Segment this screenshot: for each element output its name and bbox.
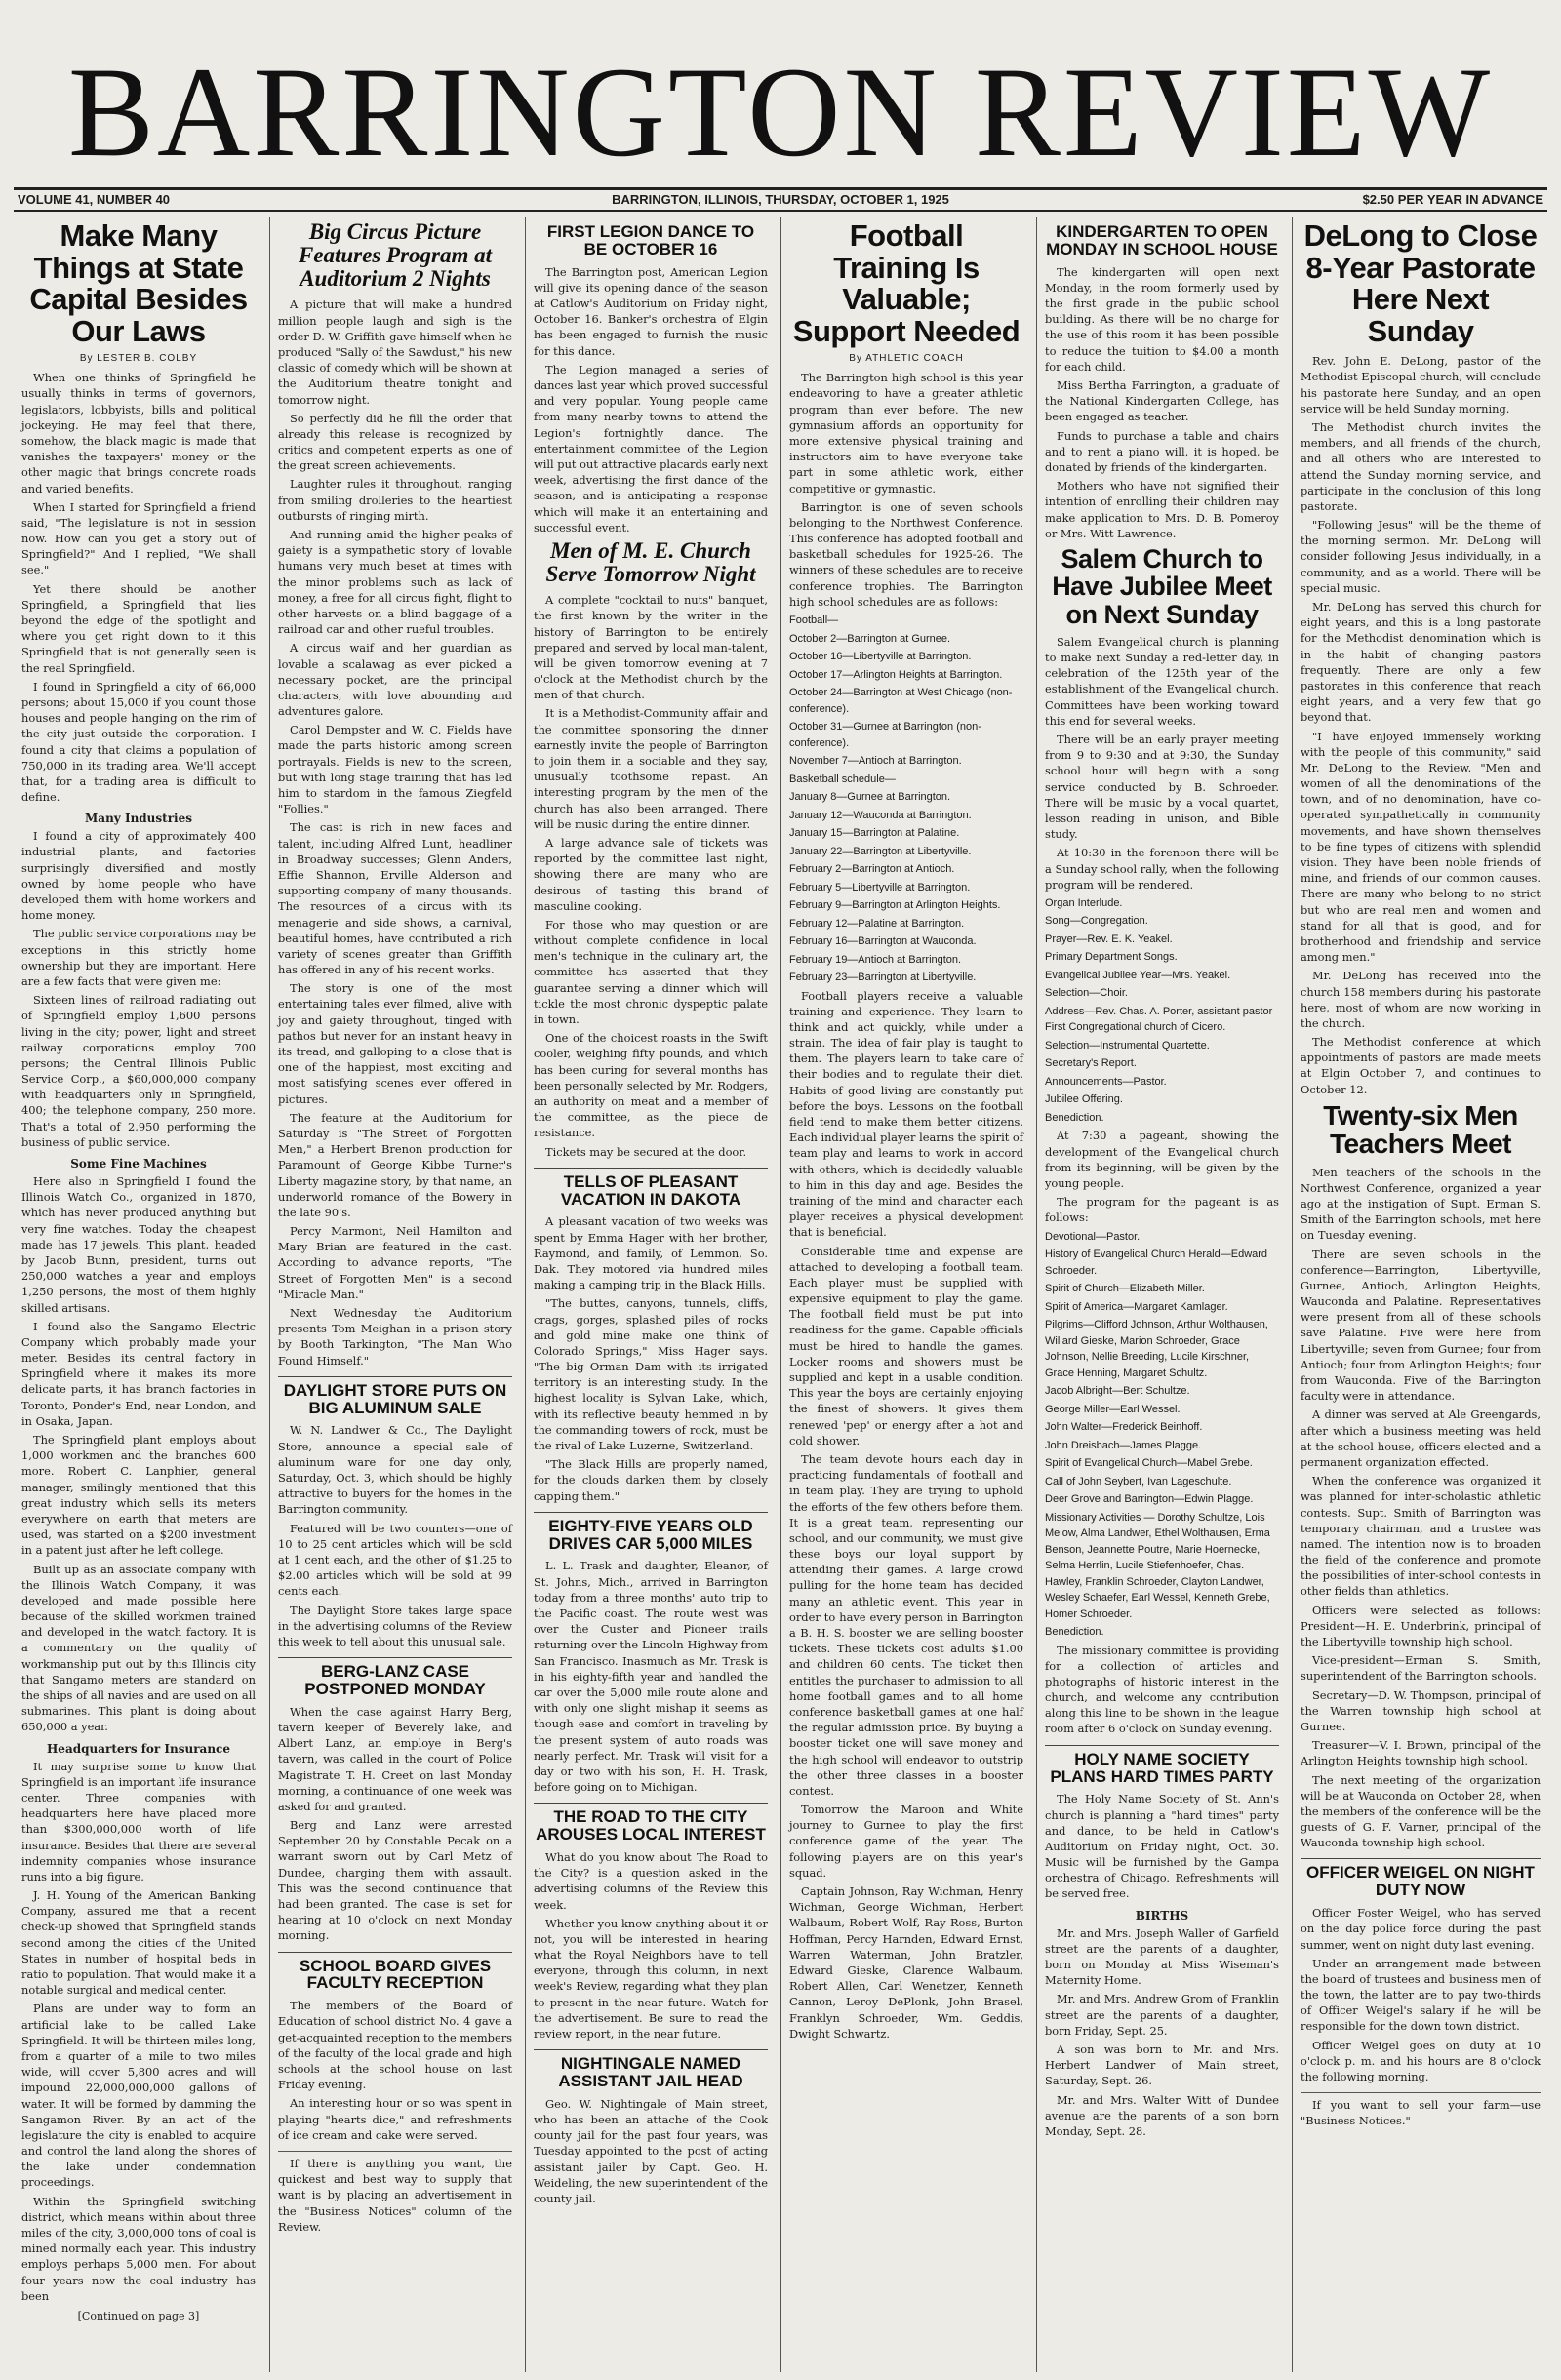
- divider: [278, 2151, 512, 2152]
- article-paragraph: The public service corporations may be exceptions in this strictly home ownership but they are important. Here are a few facts that were given me:: [21, 927, 256, 988]
- pageant-item: Call of John Seybert, Ivan Lageschulte.: [1045, 1475, 1232, 1488]
- article-paragraph: A complete "cocktail to nuts" banquet, the first known by the writer in the history of Barrington to be entirely prepared and served by local man-talent, will be given tomorrow evening at 7 o'clock at the Methodist church by the men of that church.: [534, 593, 768, 702]
- article-paragraph: Under an arrangement made between the board of trustees and business men of the town, the latter are to pay two-thirds of Officer Weigel's salary if he will be responsible for the down town district.: [1301, 1956, 1541, 2034]
- article-paragraph: Mothers who have not signified their intention of enrolling their children may make application to Mrs. D. B. Pomeroy or Mrs. Witt Lawrence.: [1045, 479, 1279, 540]
- article-paragraph: Here also in Springfield I found the Illinois Watch Co., organized in 1870, which has never produced anything but very fine watches. Today the cheapest made has 17 jewels. This plant, headed by Jacob Bunn, president, turns out 250,000 watches a year and employs 1,250 persons, the most of them highly skilled artisans.: [21, 1174, 256, 1315]
- pageant-item: Jacob Albright—Bert Schultze.: [1045, 1385, 1190, 1398]
- schedule-row: February 23—Barrington at Libertyville.: [789, 972, 977, 983]
- schedule-row: February 2—Barrington at Antioch.: [789, 863, 955, 875]
- article-paragraph: The kindergarten will open next Monday, in the room formerly used by the first grade in the public school building. As there will be no charge for the use of this room it has been possible to reduce the tuition to $4.00 a month for each child.: [1045, 264, 1279, 374]
- headline-state-capital: Make Many Things at State Capital Besides Our Laws: [29, 218, 248, 348]
- program-item: Announcements—Pastor.: [1045, 1075, 1167, 1088]
- pageant-item: Missionary Activities — Dorothy Schultze, Lois Meiow, Alma Landwer, Ethel Wolthausen, Erma Benson, Jeannette Poutre, Marie Hoernecke, Selma Herrlin, Lucile Stiefenhoefer, Chas. Hawley, Franklin Schroeder, Clayton Landwer, Wesley Schaefer, Earl Wessel, Kenneth Grebe, Homer Schroeder.: [1045, 1511, 1270, 1620]
- article-paragraph: The cast is rich in new faces and talent, including Alfred Lunt, headliner in Broadway successes; Glenn Anders, Effie Shannon, Erville Alderson and supporting company of many thousands. The resources of a circus with its menagerie and side shows, a carnival, beautiful homes, have contributed a rich variety of scenes greater than Griffith has offered in any of his recent works.: [278, 820, 512, 977]
- pageant-item: John Walter—Frederick Beinhoff.: [1045, 1421, 1203, 1434]
- article-paragraph: L. L. Trask and daughter, Eleanor, of St. Johns, Mich., arrived in Barrington today from a three months' auto trip to the Pacific coast. The route west was over the Custer and Pioneer trails returning over the Lincoln Highway from San Francisco. Inasmuch as Mr. Trask is in his eighty-fifth year and handled the car over the 5,000 mile route alone and with only one slight mishap it seems as though ease and comfort in traveling by the present system of auto roads was nearly perfect. Mr. Trask will visit for a day or two with his son, H. H. Trask, before going on to Michigan.: [534, 1559, 768, 1795]
- article-paragraph: For those who may question or are without complete confidence in local men's technique in the culinary art, the committee has asserted that they guarantee serving a dinner which will tickle the most chronic dyspeptic palate in town.: [534, 917, 768, 1027]
- article-paragraph: And running amid the higher peaks of gaiety is a sympathetic story of lovable humans very much beset at times with the minor problems such as lack of money, a free for all circus fight, flight to other harvests on a blind baggage of a railroad car and other rueful troubles.: [278, 528, 512, 637]
- subscription-price: $2.50 PER YEAR IN ADVANCE: [1362, 192, 1543, 207]
- article-paragraph: Treasurer—V. I. Brown, principal of the Arlington Heights township high school.: [1301, 1738, 1541, 1768]
- article-paragraph: The Daylight Store takes large space in the advertising columns of the Review this week to tell about this unusual sale.: [278, 1603, 512, 1648]
- article-paragraph: Officer Weigel goes on duty at 10 o'clock p. m. and his hours are 8 o'clock the following morning.: [1301, 2038, 1541, 2084]
- schedule-row: February 16—Barrington at Wauconda.: [789, 935, 977, 947]
- article-paragraph: "The buttes, canyons, tunnels, cliffs, crags, gorges, splashed piles of rocks and gold mine make one think of Colorado Springs," Miss Hager says. "The big Orman Dam with its irrigated territory is an interesting study. In the highest locality is Sylvan Lake, which, with its reflective beauty hemmed in by the commanding towers of rock, must be the rival of Lake Luzerne, Switzerland.: [534, 1296, 768, 1453]
- continued-note: [Continued on page 3]: [77, 2309, 200, 2322]
- program-item: Primary Department Songs.: [1045, 951, 1178, 964]
- article-paragraph: J. H. Young of the American Banking Company, assured me that a recent check-up showed that Springfield stands second among the cities of the United States in number of hospital beds in ratio to population. That would make it a notable surgical and medical center.: [21, 1888, 256, 1998]
- article-paragraph: Captain Johnson, Ray Wichman, Henry Wichman, George Wichman, Herbert Walbaum, Robert Wolf, Ray Ross, Burton Hoffman, Percy Harnden, Edward Ernst, Warren Waterman, John Bratzler, Edward Gieske, Clarence Walbaum, Robert Allen, Carl Wenetzer, Kenneth Cannon, Leroy DePlonk, John Brasel, Franklyn Schroeder, Wm. Geddis, Dwight Schwartz.: [789, 1884, 1023, 2041]
- article-paragraph: Yet there should be another Springfield, a Springfield that lies beyond the edge of the spotlight and where you get right down to it this Springfield that is not generally seen is the real Springfield.: [21, 581, 256, 675]
- article-paragraph: When the case against Harry Berg, tavern keeper of Beverely lake, and Albert Lanz, an employe in Berg's tavern, was called in the court of Police Magistrate T. H. Creet on last Monday morning, a continuance of one week was asked for and granted.: [278, 1704, 512, 1813]
- article-paragraph: An interesting hour or so was spent in playing "hearts dice," and refreshments of ice cream and cake were served.: [278, 2096, 512, 2142]
- headline-berg-lanz: BERG-LANZ CASE POSTPONED MONDAY: [278, 1657, 512, 1698]
- program-item: Song—Congregation.: [1045, 915, 1148, 928]
- pageant-item: Devotional—Pastor.: [1045, 1230, 1141, 1243]
- article-paragraph: The Holy Name Society of St. Ann's church is planning a "hard times" party and dance, to be held in Catlow's Auditorium on Friday night, Oct. 30. Music will be furnished by the Gampa orchestra of Chicago. Refreshments will be served free.: [1045, 1792, 1279, 1901]
- headline-kindergarten: KINDERGARTEN TO OPEN MONDAY IN SCHOOL HOUSE: [1046, 222, 1278, 258]
- headline-legion-dance: FIRST LEGION DANCE TO BE OCTOBER 16: [546, 222, 755, 258]
- article-paragraph: Sixteen lines of railroad radiating out of Springfield employ 1,600 persons living in the city; power, light and street railway corporations employ 700 persons; the Central Illinois Public Service Corp., a $60,000,000 company with headquarters only in Springfield, 400; the telephone company, 250 more. That's a total of 2,950 performing the business of public service.: [21, 993, 256, 1149]
- article-paragraph: Miss Bertha Farrington, a graduate of the National Kindergarten College, has been engaged as teacher.: [1045, 378, 1279, 424]
- byline: By ATHLETIC COACH: [849, 353, 964, 365]
- article-paragraph: Tickets may be secured at the door.: [545, 1144, 747, 1159]
- article-paragraph: At 10:30 in the forenoon there will be a Sunday school rally, when the following program will be rendered.: [1045, 846, 1279, 892]
- pageant-item: Deer Grove and Barrington—Edwin Plagge.: [1045, 1493, 1254, 1506]
- subhead-insurance: Headquarters for Insurance: [46, 1741, 231, 1756]
- article-paragraph: Officer Foster Weigel, who has served on the day police force during the past summer, went on night duty last evening.: [1301, 1906, 1541, 1952]
- article-paragraph: The Legion managed a series of dances last year which proved successful and very popular. Young people came from many nearby towns to attend the Legion's fortnightly dance. The entertainment committee of the Legion will put out attractive placards early next week, advertising the first dance of the season, and is anticipating a response which will make it an entertaining and successful event.: [534, 362, 768, 535]
- headline-delong: DeLong to Close 8-Year Pastorate Here Next Sunday: [1303, 218, 1538, 348]
- article-paragraph: Whether you know anything about it or not, you will be interested in hearing what the Royal Neighbors have to tell everyone, through this column, in next week's Review, regarding what they plan to present in the near future. Watch for the advertisement. Be sure to read the review report, in the near future.: [534, 1916, 768, 2042]
- article-paragraph: Officers were selected as follows: President—H. E. Underbrink, principal of the Libertyville township high school.: [1301, 1603, 1541, 1649]
- article-paragraph: Mr. and Mrs. Andrew Grom of Franklin street are the parents of a daughter, born Friday, Sept. 25.: [1045, 1992, 1279, 2038]
- volume-number: VOLUME 41, NUMBER 40: [18, 192, 171, 207]
- article-paragraph: It is a Methodist-Community affair and the committee sponsoring the dinner earnestly invite the people of Barrington to join them in a sociable and they say, unusually toothsome repast. An interesting program by the men of the church has also been arranged. There will be music during the entire dinner.: [534, 706, 768, 831]
- article-paragraph: The members of the Board of Education of school district No. 4 gave a get-acquainted reception to the members of the faculty of the local grade and high schools at the school house on last Friday evening.: [278, 1999, 512, 2092]
- article-paragraph: I found a city of approximately 400 industrial plants, and factories surprisingly diversified and mostly owned by home people who have developed them with home workers and home money.: [21, 829, 256, 923]
- schedule-row: January 8—Gurnee at Barrington.: [789, 791, 951, 803]
- column-4: [780, 217, 1031, 2372]
- headline-road-to-city: THE ROAD TO THE CITY AROUSES LOCAL INTEREST: [534, 1803, 768, 1844]
- divider: [1301, 2092, 1541, 2093]
- article-paragraph: A large advance sale of tickets was reported by the committee last night, showing there are many who are desirous of tasting this brand of masculine cooking.: [534, 835, 768, 913]
- article-paragraph: The team devote hours each day in practicing fundamentals of football and in team play. They are trying to uphold the efforts of the few others before them. It is a great team, representing our school, and our community, we must give these boys our loyal support by attending their games. A large crowd pulling for the home team has decided many an athletic event. This year in order to have every person in Barrington a B. H. S. booster we are selling booster tickets. These tickets cost adults $1.00 and children 60 cents. The ticket then entitles the purchaser to admission to all home football games and to all home conference basketball games at one half the regular admission price. By buying a booster ticket one will save money and the high school will endeavor to outstrip the other three classes in a booster contest.: [789, 1451, 1023, 1798]
- article-paragraph: Mr. and Mrs. Walter Witt of Dundee avenue are the parents of a son born Monday, Sept. 28.: [1045, 2092, 1279, 2138]
- article-paragraph: Built up as an associate company with the Illinois Watch Company, it was developed and made possible here because of the skilled workmen trained and developed in the watch factory. It is a commentary on the quality of workmanship put out by this Illinois city that Sangamo meters are standard on the ships of all navies and are used on all submarines. This plant is doing about 650,000 a year.: [21, 1562, 256, 1734]
- article-paragraph: Geo. W. Nightingale of Main street, who has been an attache of the Cook county jail for the past four years, was Tuesday appointed to the post of acting assistant jailer by Capt. Geo. H. Weideling, the new superintendent of the county jail.: [534, 2096, 768, 2206]
- article-paragraph: What do you know about The Road to the City? is a question asked in the advertising columns of the Review this week.: [534, 1849, 768, 1912]
- article-paragraph: The Methodist church invites the members, and all friends of the church, and all others who are interested to attend the Sunday morning service, and participate in the conclusion of this long pastorate.: [1301, 419, 1541, 513]
- article-paragraph: If there is anything you want, the quickest and best way to supply that want is by placing an advertisement in the "Business Notices" column of the Review.: [278, 2156, 512, 2234]
- article-paragraph: One of the choicest roasts in the Swift cooler, weighing fifty pounds, and which has been curing for several months has been personally selected by Mr. Rodgers, an authority on meat and a member of the committee, as the piece de resistance.: [534, 1031, 768, 1140]
- headline-men-teachers: Twenty-six Men Teachers Meet: [1323, 1099, 1518, 1160]
- article-paragraph: Rev. John E. DeLong, pastor of the Methodist Episcopal church, will conclude his pastorate here Sunday, and an open service will be held Sunday morning.: [1301, 354, 1541, 416]
- headline-salem-church: Salem Church to Have Jubilee Meet on Next Sunday: [1052, 543, 1272, 629]
- schedule-row: October 16—Libertyville at Barrington.: [789, 651, 972, 662]
- subhead-many-industries: Many Industries: [85, 812, 192, 826]
- pageant-item: George Miller—Earl Wessel.: [1045, 1403, 1181, 1415]
- headline-me-church: Men of M. E. Church Serve Tomorrow Night: [545, 537, 756, 587]
- article-paragraph: The Barrington high school is this year endeavoring to have a greater athletic program than ever before. The new gymnasium affords an opportunity for more extensive physical training and instructors aim to have everyone take part in some athletic work, either competitive or gymnastic.: [789, 371, 1023, 496]
- article-paragraph: Funds to purchase a table and chairs and to rent a piano will, it is hoped, be donated by friends of the kindergarten.: [1045, 428, 1279, 474]
- article-paragraph: Within the Springfield switching district, which means within about three miles of the city, 3,000,000 tons of coal is mined normally each year. This industry employs perhaps 5,000 men. For about four years now the coal industry has been: [21, 2194, 256, 2303]
- article-paragraph: Plans are under way to form an artificial lake to be called Lake Springfield. It will be thirteen miles long, from a quarter of a mile to two miles wide, will cover 5,800 acres and will impound 22,000,000,000 gallons of water. It will be formed by damming the Sangamon River. By an act of the legislature the city is enabled to acquire and control the land along the shores of the lake under condemnation proceedings.: [21, 2002, 256, 2190]
- pageant-item: Pilgrims—Clifford Johnson, Arthur Wolthausen, Willard Gieske, Marion Schroeder, Grace Johnson, Nellie Breeding, Lucile Kirschner, Grace Henning, Margaret Schultz.: [1045, 1319, 1268, 1379]
- pageant-item: History of Evangelical Church Herald—Edward Schroeder.: [1045, 1249, 1268, 1277]
- article-paragraph: Tomorrow the Maroon and White journey to Gurnee to play the first conference game of the year. The following players are on this year's squad.: [789, 1803, 1023, 1880]
- headline-dakota-vacation: TELLS OF PLEASANT VACATION IN DAKOTA: [534, 1168, 768, 1209]
- column-5: [1036, 217, 1287, 2372]
- article-paragraph: The story is one of the most entertaining tales ever filmed, alive with joy and gaiety throughout, tinged with pathos but never for an instant heavy in its tread, and galloping to a close that is one of the happiest, most exciting and most satisfying scenes ever offered in pictures.: [278, 981, 512, 1106]
- subhead-fine-machines: Some Fine Machines: [70, 1157, 207, 1170]
- article-paragraph: The next meeting of the organization will be at Wauconda on October 28, when the members of the conference will be the guests of G. F. Varner, principal of the Wauconda township high school.: [1301, 1772, 1541, 1850]
- article-paragraph: Percy Marmont, Neil Hamilton and Mary Brian are featured in the cast. According to advance reports, "The Street of Forgotten Men" is a second "Miracle Man.": [278, 1224, 512, 1301]
- headline-aluminum-sale: DAYLIGHT STORE PUTS ON BIG ALUMINUM SALE: [278, 1376, 512, 1417]
- program-item: Selection—Instrumental Quartette.: [1045, 1039, 1210, 1051]
- schedule-row: October 31—Gurnee at Barrington (non-conference).: [789, 721, 981, 749]
- article-paragraph: When I started for Springfield a friend said, "The legislature is not in session now. How can you get a story out of Springfield?" And I replied, "We shall see.": [21, 499, 256, 577]
- schedule-row: January 22—Barrington at Libertyville.: [789, 845, 972, 857]
- headline-school-board: SCHOOL BOARD GIVES FACULTY RECEPTION: [278, 1952, 512, 1993]
- article-paragraph: The Barrington post, American Legion will give its opening dance of the season at Catlow's Auditorium on Friday night, October 16. Banker's orchestra of Elgin has been engaged to furnish the music for this dance.: [534, 264, 768, 358]
- program-item: Address—Rev. Chas. A. Porter, assistant pastor First Congregational church of Cicero.: [1045, 1005, 1273, 1034]
- headline-football: Football Training Is Valuable; Support Needed: [792, 218, 1021, 348]
- article-paragraph: A son was born to Mr. and Mrs. Herbert Landwer of Main street, Saturday, Sept. 26.: [1045, 2042, 1279, 2088]
- schedule-row: February 12—Palatine at Barrington.: [789, 917, 965, 930]
- schedule-row: January 15—Barrington at Palatine.: [789, 827, 960, 839]
- article-paragraph: When one thinks of Springfield he usually thinks in terms of governors, legislators, lobbyists, bills and political jockeying. He may feel that there, somehow, the black magic is made that vanishes the taxpayers' money or the other magic that brings concrete roads and varied benefits.: [21, 371, 256, 496]
- article-paragraph: At 7:30 a pageant, showing the development of the Evangelical church from its beginning, will be given by the young people.: [1045, 1129, 1279, 1190]
- article-paragraph: Mr. and Mrs. Joseph Waller of Garfield street are the parents of a daughter, born on Monday at Miss Wiseman's Maternity Home.: [1045, 1925, 1279, 1988]
- article-paragraph: Berg and Lanz were arrested September 20 by Constable Pecak on a warrant sworn out by Carl Metz of Dundee, charging them with assault. This was the second continuance that had been granted. The case is set for hearing at 10 o'clock on next Monday morning.: [278, 1818, 512, 1943]
- masthead: [0, 39, 1561, 185]
- article-paragraph: The Springfield plant employs about 1,000 workmen and the branches 600 more. Robert C. Lanphier, general manager, smilingly mentioned that this great industry which sells its meters everywhere on earth that meters are used, was started on a $200 investment in a patent just after he left college.: [21, 1433, 256, 1558]
- article-paragraph: Football players receive a valuable training and experience. They learn to think and act quickly, while under a strain. The idea of fair play is taught to them. The players learn to take care of their bodies and to regulate their diet. Habits of good living are constantly put before the boys. Lessons on the football field tend to make them better citizens. Each individual player learns the spirit of team play and learns to work in accord with others, which is decidedly valuable to him in this day and age. Besides the training of the mind and character each player receives a physical development that is beneficial.: [789, 988, 1023, 1240]
- article-paragraph: A dinner was served at Ale Greengards, after which a business meeting was held at the school house, officers elected and a permanent organization effected.: [1301, 1408, 1541, 1469]
- dateline: [14, 187, 1547, 212]
- article-paragraph: There are seven schools in the conference—Barrington, Libertyville, Gurnee, Antioch, Arlington Heights, Wauconda and Palatine. Representatives were present from all of these schools save Palatine. Five were here from Libertyville; seven from Gurnee; four from Antioch; four from Arlington Heights; four from Wauconda. Five of the Barrington faculty were in attendance.: [1301, 1247, 1541, 1404]
- article-paragraph: The Methodist conference at which appointments of pastors are made meets at Elgin October 7, and continues to October 12.: [1301, 1035, 1541, 1096]
- program-item: Evangelical Jubilee Year—Mrs. Yeakel.: [1045, 969, 1231, 981]
- column-3: [525, 217, 776, 2372]
- pageant-item: John Dreisbach—James Plagge.: [1045, 1439, 1202, 1451]
- article-paragraph: Carol Dempster and W. C. Fields have made the parts historic among screen portrayals. Fields is new to the screen, but with long stage training that has led him to stardom in the famous Ziegfeld "Follies.": [278, 723, 512, 816]
- place-date: BARRINGTON, ILLINOIS, THURSDAY, OCTOBER 1, 1925: [612, 192, 949, 207]
- article-paragraph: Barrington is one of seven schools belonging to the Northwest Conference. This conference has adopted football and basketball schedules for 1925-26. The winners of these schedules are to receive conference trophies. The Barrington high school schedules are as follows:: [789, 499, 1023, 609]
- article-paragraph: The feature at the Auditorium for Saturday is "The Street of Forgotten Men," a Herbert Brenon production for Paramount of George Kibbe Turner's Liberty magazine story, by that name, an underworld romance of the Bowery in the late 90's.: [278, 1110, 512, 1219]
- article-paragraph: It may surprise some to know that Springfield is an important life insurance center. Three companies with headquarters here have placed more than $300,000,000 worth of life insurance. Besides that there are several indemnity companies whose insurance runs into a big figure.: [21, 1759, 256, 1884]
- article-paragraph: The program for the pageant is as follows:: [1045, 1195, 1279, 1225]
- schedule-row: October 2—Barrington at Gurnee.: [789, 632, 951, 645]
- pageant-item: Spirit of Evangelical Church—Mabel Grebe.: [1045, 1457, 1253, 1470]
- article-paragraph: Secretary—D. W. Thompson, principal of the Warren township high school at Gurnee.: [1301, 1687, 1541, 1733]
- article-paragraph: Featured will be two counters—one of 10 to 25 cent articles which will be sold at 1 cent each, and the other of $1.25 to $2.00 articles which will be sold at 99 cents each.: [278, 1521, 512, 1599]
- article-paragraph: When the conference was organized it was planned for inter-scholastic athletic contests. Supt. Smith of Barrington was temporary chairman, and a trustee was named. The intention now is to broaden the field of the conference and promote the possibilities of inter-school contests in other fields than athletics.: [1301, 1474, 1541, 1599]
- column-1: [14, 217, 263, 2372]
- article-paragraph: Mr. DeLong has served this church for eight years, and this is a long pastorate for the Methodist denomination which is in the habit of changing pastors frequently. There are only a few pastorates in this conference that reach eight years, and a very few that go beyond that.: [1301, 600, 1541, 725]
- headline-circus-picture: Big Circus Picture Features Program at Auditorium 2 Nights: [298, 219, 493, 292]
- article-paragraph: "Following Jesus" will be the theme of the morning sermon. Mr. DeLong will consider following Jesus individually, in a community, and as a world. There will be special music.: [1301, 518, 1541, 595]
- column-2: [269, 217, 520, 2372]
- column-6: [1292, 217, 1548, 2372]
- article-paragraph: Men teachers of the schools in the Northwest Conference, organized a year ago at the instigation of Supt. Erman S. Smith of the Barrington schools, met here on Tuesday evening.: [1301, 1165, 1541, 1243]
- subhead-births: BIRTHS: [1135, 1908, 1189, 1923]
- article-paragraph: A picture that will make a hundred million people laugh and sigh is the order D. W. Griffith gave himself when he produced "Sally of the Sawdust," his new classic of comedy which will be shown at the Auditorium theatre tonight and tomorrow night.: [278, 298, 512, 407]
- article-paragraph: I found also the Sangamo Electric Company which probably made your meter. Besides its central factory in Springfield where it makes its more delicate parts, it has branch factories in Toronto, Ponder's End, near London, and in Osaka, Japan.: [21, 1319, 256, 1428]
- article-paragraph: Considerable time and expense are attached to developing a football team. Each player must be supplied with expensive equipment to play the game. The football field must be put into readiness for the game. Capable officials must be hired to handle the games. Locker rooms and showers must be supplied and kept in a usable condition. This year the boys are certainly enjoying the finest of showers. It gives them renewed 'pep' or energy after a hot and cold shower.: [789, 1244, 1023, 1448]
- schedule-row: February 19—Antioch at Barrington.: [789, 953, 962, 966]
- article-paragraph: There will be an early prayer meeting from 9 to 9:30 and at 9:30, the Sunday school hour will begin with a song service conducted by B. Schroeder. There will be music by a vocal quartet, lesson reading in unison, and Bible study.: [1045, 733, 1279, 842]
- article-paragraph: Next Wednesday the Auditorium presents Tom Meighan in a prison story by Booth Tarkington, "The Man Who Found Himself.": [278, 1306, 512, 1368]
- schedule-label: Football—: [789, 615, 839, 626]
- article-paragraph: A pleasant vacation of two weeks was spent by Emma Hager with her brother, Raymond, and family, of Lemmon, So. Dak. They motored via hundred miles making a camping trip in the Black Hills.: [534, 1214, 768, 1292]
- article-paragraph: W. N. Landwer & Co., The Daylight Store, announce a special sale of aluminum ware for one day only, Saturday, Oct. 3, which should be highly attractive to buyers for the homes in the Barrington community.: [278, 1423, 512, 1517]
- article-paragraph: The missionary committee is providing for a collection of articles and photographs of historic interest in the church, and welcome any contribution along this line to be shown in the league room after 6 o'clock on Sunday evening.: [1045, 1643, 1279, 1736]
- byline: By LESTER B. COLBY: [79, 353, 198, 365]
- schedule-row: January 12—Wauconda at Barrington.: [789, 809, 972, 821]
- program-item: Selection—Choir.: [1045, 987, 1128, 1000]
- article-paragraph: "The Black Hills are properly named, for the clouds darken them by closely capping them.": [534, 1457, 768, 1503]
- program-item: Secretary's Report.: [1045, 1057, 1137, 1070]
- article-paragraph: Laughter rules it throughout, ranging from smiling drolleries to the heartiest outbursts of ringing mirth.: [278, 477, 512, 523]
- article-paragraph: I found in Springfield a city of 66,000 persons; about 15,000 if you count those houses and people hanging on the rim of the city just outside the corporation. I found a city that claims a population of 750,000 in its trading area. We'll accept that, for a trading area is difficult to define.: [21, 679, 256, 805]
- program-item: Benediction.: [1045, 1111, 1104, 1124]
- article-paragraph: Vice-president—Erman S. Smith, superintendent of the Barrington schools.: [1301, 1653, 1541, 1684]
- schedule-row: October 17—Arlington Heights at Barrington.: [789, 668, 1003, 681]
- schedule-row: February 5—Libertyville at Barrington.: [789, 881, 971, 893]
- article-paragraph: Salem Evangelical church is planning to make next Sunday a red-letter day, in celebration of the 125th year of the establishment of the Evangelical church. Committees have been working toward this end for several weeks.: [1045, 634, 1279, 728]
- article-paragraph: Mr. DeLong has received into the church 158 members during his pastorate here, most of whom are now working in the church.: [1301, 969, 1541, 1030]
- article-paragraph: So perfectly did he fill the order that already this release is recognized by critics and competent experts as one of the great screen achievements.: [278, 411, 512, 473]
- program-item: Prayer—Rev. E. K. Yeakel.: [1045, 932, 1173, 945]
- program-item: Jubilee Offering.: [1045, 1093, 1123, 1106]
- pageant-item: Spirit of America—Margaret Kamlager.: [1045, 1300, 1228, 1313]
- article-paragraph: If you want to sell your farm—use "Business Notices.": [1301, 2098, 1541, 2128]
- schedule-label: Basketball schedule—: [789, 773, 896, 785]
- schedule-row: November 7—Antioch at Barrington.: [789, 755, 962, 767]
- pageant-item: Spirit of Church—Elizabeth Miller.: [1045, 1283, 1205, 1295]
- schedule-row: February 9—Barrington at Arlington Heights.: [789, 899, 1001, 911]
- pageant-item: Benediction.: [1045, 1626, 1104, 1639]
- article-paragraph: A circus waif and her guardian as lovable a scalawag as ever picked a necessary pocket, are the principal characters, with love abounding and adventures galore.: [278, 641, 512, 719]
- headline-officer-weigel: OFFICER WEIGEL ON NIGHT DUTY NOW: [1301, 1858, 1541, 1899]
- headline-nightingale: NIGHTINGALE NAMED ASSISTANT JAIL HEAD: [534, 2049, 768, 2090]
- program-item: Organ Interlude.: [1045, 896, 1123, 909]
- article-paragraph: "I have enjoyed immensely working with the people of this community," said Mr. DeLong to the Review. "Men and women of all the denominations of the town, and of no denomination, have co-operated sympathetically in community movements, and have shown themselves to be fine types of citizens with splendid vision. They have been noble friends of mine, and friends of our common causes. There are many who belong to no strict but who are real men and women and stand for all that is good, and for brotherhood and friendship and service among men.": [1301, 729, 1541, 965]
- headline-holy-name: HOLY NAME SOCIETY PLANS HARD TIMES PARTY: [1045, 1745, 1279, 1786]
- schedule-row: October 24—Barrington at West Chicago (non-conference).: [789, 687, 1013, 715]
- masthead-title: BARRINGTON REVIEW: [67, 40, 1494, 183]
- headline-eighty-five: EIGHTY-FIVE YEARS OLD DRIVES CAR 5,000 MILES: [534, 1512, 768, 1553]
